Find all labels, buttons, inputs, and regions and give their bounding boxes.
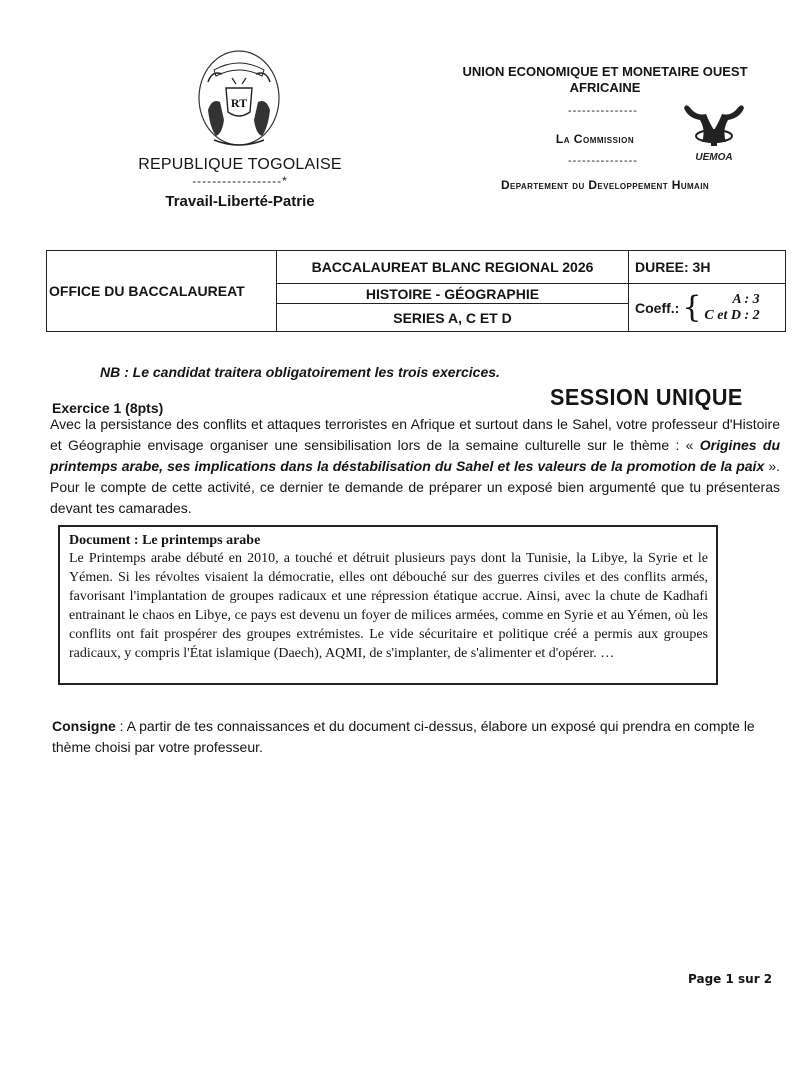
subject-cell: HISTOIRE - GÉOGRAPHIE [277,284,629,304]
document-title: Document : Le printemps arabe [69,533,261,548]
union-title: UNION ECONOMIQUE ET MONETAIRE OUEST AFRICAINE [462,64,748,95]
togo-coat-of-arms-icon [196,48,282,156]
series-cell: SERIES A, C ET D [277,304,629,331]
header-separator: --------------- [568,155,638,167]
header-separator: --------------- [568,105,638,117]
statement-outro: ». Pour le compte de cette activité, ce dernier te demande de préparer un exposé bien argumenté que tu présenteras devant tes camarades. [50,458,781,516]
coeff-a: A : 3 [732,291,760,307]
consigne [52,716,772,758]
coeff-cd: C et D : 2 [704,307,760,323]
exercise-title: Exercice 1 (8pts) [52,400,164,416]
exam-info-table [46,250,786,332]
duration-cell: DUREE: 3H [629,251,785,284]
uemoa-logo-icon [684,102,744,164]
session-label: SESSION UNIQUE [550,384,743,410]
coefficient-cell [629,284,785,331]
brace-symbol: { [682,289,702,325]
commission-label: La Commission [555,132,635,146]
document-text: Le Printemps arabe débuté en 2010, a touché et détruit plusieurs pays dont la Tunisie, la Libye, la Syrie et le Yémen. Si les révoltes visaient la démocratie, elles ont débouché sur des guerres civiles et des conflits armés, favorisant l'implantation de groupes radicaux et une répression étatique accrue. Ainsi, avec la chute de Kadhafi entrainant le chaos en Libye, ce pays est devenu un foyer de milices armées, comme en Syrie et au Yémen, où les conflits ont fait prospérer des groupes extrémistes. Le vide sécuritaire et politique créé a permis aux groupes radicaux, y compris l'État islamique (Daech), AQMI, de s'implanter, de s'alimenter et d'opérer. … [69,551,708,661]
page-number: Page 1 sur 2 [688,972,773,986]
consigne-text: : A partir de tes connaissances et du document ci-dessus, élabore un exposé qui prendra en compte le thème choisi par votre professeur. [52,718,755,755]
document-box [58,525,718,685]
svg-text:RT: RT [230,96,248,110]
nb-instruction: NB : Le candidat traitera obligatoirement les trois exercices. [100,364,500,380]
svg-text:UEMOA: UEMOA [695,152,733,163]
national-motto: Travail-Liberté-Patrie [165,193,315,210]
coeff-values [704,292,759,324]
department-name: Departement du Developpement Humain [500,178,710,192]
header-separator: ------------------* [192,174,288,188]
exercise-statement [50,414,780,519]
statement-intro: Avec la persistance des conflits et attaques terroristes en Afrique et surtout dans le Sahel, votre professeur d'Histoire et Géographie envisage organiser une sensibilisation lors de la semaine culturelle sur le thème : « [50,416,780,453]
exam-title-cell: BACCALAUREAT BLANC REGIONAL 2026 [277,251,629,284]
coeff-label: Coeff.: [635,299,680,316]
statement-theme: Origines du printemps arabe, ses implications dans la déstabilisation du Sahel et les valeurs de la promotion de la paix [50,437,780,474]
consigne-label: Consigne [52,718,116,734]
country-name: REPUBLIQUE TOGOLAISE [138,156,342,173]
office-cell: OFFICE DU BACCALAUREAT [47,251,277,331]
